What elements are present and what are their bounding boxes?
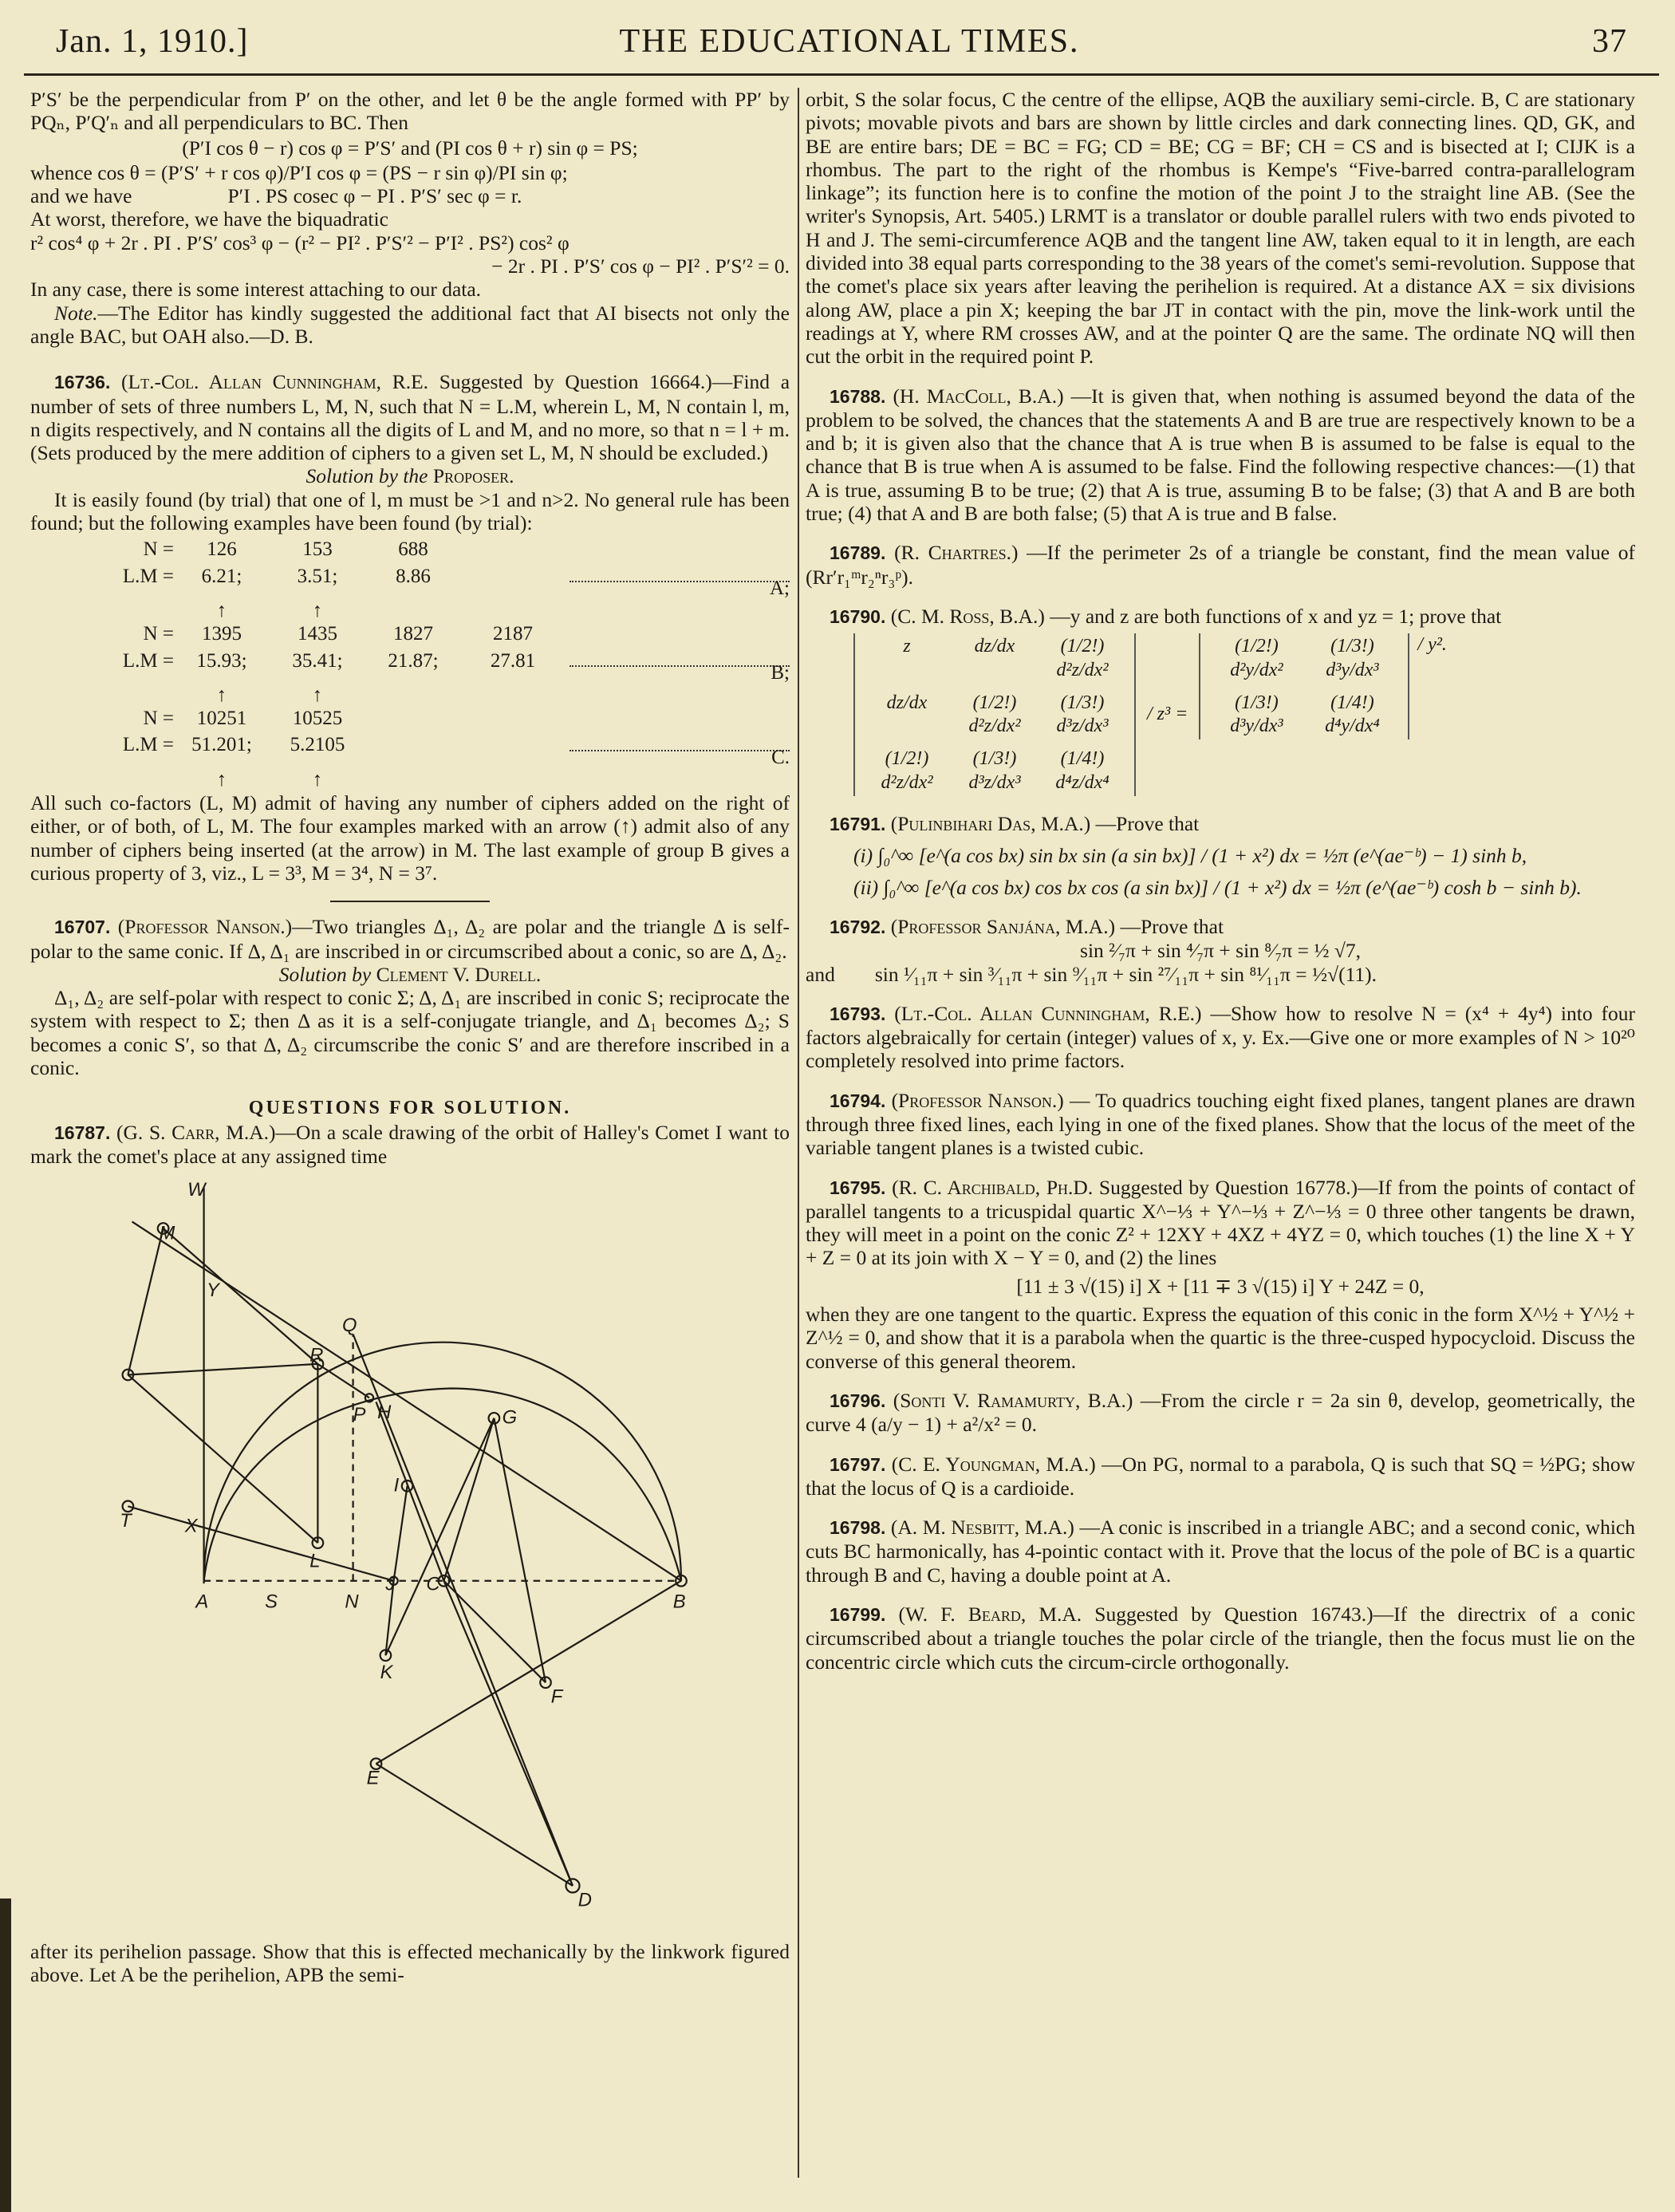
question-number: 16787. — [54, 1122, 111, 1143]
det-cell: (1/3!) d³z/dx³ — [968, 748, 1021, 793]
issue-date: Jan. 1, 1910.] — [56, 23, 249, 60]
det-cell: (1/3!) d³z/dx³ — [1056, 692, 1109, 737]
solution-label: Solution by — [278, 962, 372, 986]
question-number: 16796. — [830, 1390, 886, 1411]
question-16797 — [806, 1453, 1635, 1500]
table-cell: 1435 — [298, 623, 337, 645]
paragraph: Δ₁, Δ₂ are self-polar with respect to conic Σ; Δ, Δ₁ are inscribed in conic S; reciprocate the system with respect to Σ; then Δ as it is a self-conjugate triangle, and Δ₁ becomes Δ₂; S becomes a conic S′, so that Δ, Δ₂ circumscribe the conic S′ and are therefore inscribed in a conic. — [30, 986, 790, 1079]
question-number: 16789. — [830, 542, 886, 564]
empty-cell — [30, 688, 174, 704]
question-number: 16793. — [830, 1003, 886, 1024]
table-cell: 1827 — [393, 623, 433, 645]
question-text: Suggested by Question 16778.)—If from the points of contact of parallel tangents to a tricuspidal quartic X^−⅓ + Y^−⅓ + Z^−⅓ = 0 three other tangents be drawn, they will meet in a point on the conic Z² + 12XY + 4XZ + 4YZ = 0, which touches (1) the line X + Y + Z = 0 at its join with X − Y = 0, and (2) the lines — [806, 1175, 1635, 1270]
label-m: M — [159, 1222, 175, 1244]
question-author: (Lt.-Col. Allan Cunningham, R.E.) — [894, 1001, 1202, 1025]
empty-cell — [365, 707, 461, 730]
label-q: Q — [342, 1315, 357, 1337]
table-row — [30, 565, 790, 601]
label-b: B — [672, 1591, 686, 1613]
question-author: (Professor Sanjána, M.A.) — [890, 914, 1116, 938]
question-16787 — [30, 1121, 790, 1169]
label-p: P — [353, 1404, 366, 1426]
column-divider — [798, 88, 799, 2178]
question-number: 16799. — [830, 1604, 886, 1626]
question-author: (R. Chartres.) — [894, 541, 1019, 565]
paragraph: It is easily found (by trial) that one of l, m must be >1 and n>2. No general rule has been found; but the following examples have been found (by trial): — [30, 487, 790, 535]
equation: − 2r . PI . P′S′ cos φ − PI² . P′S′² = 0. — [491, 254, 790, 278]
question-text: —y and z are both functions of x and yz = 1; prove that — [1050, 604, 1502, 628]
right-column — [806, 88, 1635, 1674]
question-text: —Show how to resolve N = (x⁴ + 4y⁴) into four factors algebraically for certain (integer) values of x, y. Ex.—Give one or more examples of N > 10²⁰ completely resolved into prime factors. — [806, 1001, 1635, 1073]
label-j: J — [385, 1573, 396, 1595]
group-tag: C. — [771, 746, 790, 768]
question-author: (C. E. Youngman, M.A.) — [891, 1452, 1096, 1476]
question-author: (Lt.-Col. Allan Cunningham, R.E. — [121, 370, 429, 394]
arrow-row — [30, 769, 790, 791]
det-cell: (1/3!) d³y/dx³ — [1326, 636, 1379, 680]
question-text: —It is given that, when nothing is assumed beyond the data of the problem to be solved, the chances that the statements A and B are true are respectively known to be a and b; it is given also that the chance that A is true when B is assumed to be false is equal to the chance that B is true when A is assumed to be false. Find the following respective chances:—(1) that A is true, assuming B to be true; (2) that A is true, assuming B to be false; (3) that A and B are both true; (4) that A and B are both false; (5) that A is true and B false. — [806, 384, 1636, 526]
integral-equation: ∫₀^∞ [e^(a cos bx) cos bx cos (a sin bx)] / (1 + x²) dx = ½π (e^(ae⁻ᵇ) cosh b − sinh b). — [883, 875, 1582, 899]
label-y: Y — [207, 1279, 219, 1302]
question-text: —If the perimeter 2s of a triangle be constant, find the mean value of (Rr′r₁ᵐr₂ⁿr₃ᵖ). — [806, 541, 1636, 589]
paragraph: In any case, there is some interest attaching to our data. — [30, 278, 482, 302]
label-k: K — [380, 1662, 393, 1684]
integral-label: (i) — [853, 844, 873, 868]
label-r: R — [309, 1344, 324, 1366]
question-author: (W. F. Beard, M.A. — [898, 1603, 1082, 1626]
text: and — [806, 962, 835, 986]
scan-edge — [0, 1899, 11, 2212]
question-16791 — [806, 812, 1635, 836]
question-author: (Pulinbihari Das, M.A.) — [890, 812, 1091, 836]
question-number: 16792. — [830, 916, 886, 937]
paragraph — [30, 184, 790, 207]
paragraph: All such co-factors (L, M) admit of having any number of ciphers added on the right of either, or of both, of L, M. The four examples marked with an arrow (↑) admit also of any number of ciphers being inserted (at the arrow) in M. The last example of group B gives a curious property of 3, viz., L = 3³, M = 3⁴, N = 3⁷. — [30, 791, 790, 885]
det-cell: (1/2!) d²z/dx² — [968, 692, 1021, 737]
question-author: (G. S. Carr, M.A.) — [116, 1120, 276, 1144]
table-row — [30, 622, 790, 645]
det-end: / y². — [1417, 634, 1447, 656]
section-heading: QUESTIONS FOR SOLUTION. — [248, 1098, 572, 1119]
determinant-z — [853, 633, 1136, 796]
note — [30, 302, 790, 349]
solution-heading — [30, 464, 790, 487]
group-tag: B; — [770, 661, 790, 684]
solution-author: Clement V. Durell. — [376, 962, 542, 986]
question-author: (Sonti V. Ramamurty, B.A.) — [893, 1388, 1133, 1412]
question-16790 — [806, 605, 1635, 629]
arrow-marker: ↑ — [216, 600, 227, 622]
equation: P′I . PS cosec φ − PI . P′S′ sec φ = r. — [227, 184, 522, 208]
section-divider — [330, 901, 490, 902]
equation: sin ²⁄₇π + sin ⁴⁄₇π + sin ⁸⁄₇π = ½ √7, — [1080, 939, 1361, 963]
question-16736 — [30, 370, 790, 464]
paragraph: whence cos θ = (P′S′ + r cos φ)/P′I cos φ = (PS − r sin φ)/PI sin φ; — [30, 160, 568, 184]
table-cell: 27.81 — [490, 649, 536, 672]
table-cell: 10251 — [196, 708, 247, 730]
det-cell: dz/dx — [886, 692, 928, 713]
arrow-row — [30, 684, 790, 707]
label-h: H — [377, 1402, 392, 1424]
journal-title: THE EDUCATIONAL TIMES. — [619, 23, 1080, 60]
question-text: —Two triangles Δ₁, Δ₂ are polar and the triangle Δ is self-polar to the same conic. If Δ, Δ₁ are inscribed in or circumscribed about a conic, so are Δ, Δ₂. — [30, 915, 790, 963]
solution-heading — [30, 963, 790, 986]
label-d: D — [577, 1889, 592, 1911]
question-text: —From the circle r = 2a sin θ, develop, geometrically, the curve 4 (a/y − 1) + a²/x² = 0. — [806, 1388, 1636, 1437]
table-row — [30, 707, 790, 730]
question-text: —Prove that — [1095, 812, 1200, 836]
question-number: 16798. — [830, 1517, 886, 1539]
table-cell: 35.41; — [292, 649, 343, 672]
question-text: —A conic is inscribed in a triangle ABC; and a second conic, which cuts BC harmonically, has 4-pointic contact with it. Prove that the locus of the pole of BC is a quartic through B and C, having a double point at A. — [806, 1516, 1635, 1587]
row-label: L.M = — [122, 565, 174, 587]
empty-cell — [461, 733, 565, 756]
header-rule — [24, 73, 1659, 76]
group-tag: A; — [770, 577, 790, 599]
question-text: —On PG, normal to a parabola, Q is such that SQ = ½PG; show that the locus of Q is a cardioide. — [806, 1452, 1636, 1500]
arrow-marker: ↑ — [312, 769, 323, 791]
table-cell: 3.51; — [297, 565, 338, 587]
empty-cell — [30, 772, 174, 788]
question-number: 16788. — [830, 385, 886, 407]
determinant-equation — [853, 633, 1635, 796]
page-number: 37 — [1592, 23, 1627, 60]
label-e: E — [366, 1767, 380, 1789]
question-author: (C. M. Ross, B.A.) — [890, 604, 1045, 628]
linkwork-diagram — [30, 1174, 790, 1940]
table-cell: 21.87; — [388, 649, 439, 672]
paragraph: after its perihelion passage. Show that this is effected mechanically by the linkwork figured above. Let A be the perihelion, APB the semi- — [30, 1940, 790, 1987]
table-cell: 153 — [302, 538, 333, 561]
table-cell: 1395 — [202, 623, 242, 645]
question-number: 16791. — [830, 814, 886, 835]
table-row — [30, 733, 790, 769]
question-16798 — [806, 1516, 1635, 1587]
integral-equation: ∫₀^∞ [e^(a cos bx) sin bx sin (a sin bx)] / (1 + x²) dx = ½π (e^(ae⁻ᵇ) − 1) sinh b, — [877, 844, 1527, 868]
table-cell: 2187 — [493, 623, 533, 645]
arrow-marker — [461, 688, 565, 704]
question-16796 — [806, 1389, 1635, 1437]
det-middle: / z³ = — [1147, 704, 1188, 725]
question-text: —On a scale drawing of the orbit of Halley's Comet I want to mark the comet's place at any assigned time — [30, 1120, 790, 1168]
question-number: 16797. — [830, 1453, 886, 1475]
integral-block — [806, 844, 1635, 899]
empty-cell — [461, 538, 565, 561]
question-author: (H. MacColl, B.A.) — [893, 384, 1064, 408]
label-x: X — [184, 1515, 198, 1537]
table-row — [30, 649, 790, 685]
det-cell: (1/2!) d²z/dx² — [1056, 636, 1109, 680]
label-i: I — [393, 1474, 400, 1496]
question-16793 — [806, 1002, 1635, 1073]
empty-cell — [461, 565, 565, 588]
solution-author: Proposer. — [432, 464, 514, 488]
table-cell: 51.201; — [191, 734, 252, 756]
table-cell: 126 — [207, 538, 237, 561]
label-c: C — [426, 1573, 440, 1595]
row-label: N = — [143, 708, 174, 730]
arrow-marker: ↑ — [312, 684, 323, 707]
question-number: 16790. — [830, 605, 886, 627]
running-header — [56, 22, 1643, 70]
question-16789 — [806, 541, 1635, 589]
label-w: W — [187, 1179, 206, 1201]
question-list — [806, 384, 1635, 1674]
question-number: 16795. — [830, 1177, 886, 1198]
arrow-marker: ↑ — [216, 684, 227, 707]
arrow-marker — [365, 603, 461, 619]
question-author: (A. M. Nesbitt, M.A.) — [890, 1516, 1074, 1540]
table-cell: 6.21; — [201, 565, 242, 587]
label-n: N — [345, 1591, 359, 1613]
det-cell: (1/2!) d²y/dx² — [1230, 636, 1283, 680]
label-a: A — [195, 1591, 209, 1613]
table-cell: 10525 — [292, 708, 343, 730]
question-16792 — [806, 915, 1635, 939]
question-16795 — [806, 1176, 1635, 1270]
table-cell: 15.93; — [196, 649, 247, 672]
question-16788 — [806, 384, 1635, 526]
question-16707 — [30, 915, 790, 963]
examples-table — [30, 538, 790, 791]
question-number: 16736. — [54, 372, 111, 393]
det-cell: z — [903, 636, 911, 657]
paragraph: P′S′ be the perpendicular from P′ on the other, and let θ be the angle formed with PP′ by PQₙ, P′Q′ₙ and all perpendiculars to BC. Then — [30, 88, 790, 135]
text: and we have — [30, 184, 132, 208]
left-column — [30, 88, 790, 1987]
question-number: 16707. — [54, 917, 111, 938]
question-author: (Professor Nanson.) — [117, 915, 293, 939]
integral-label: (ii) — [853, 875, 879, 899]
det-cell: (1/4!) d⁴z/dx⁴ — [1055, 748, 1109, 793]
row-label: N = — [143, 623, 174, 645]
arrow-marker — [365, 688, 461, 704]
question-text: Suggested by Question 16743.)—If the directrix of a conic circumscribed about a triangle touches the polar circle of the triangle, then the focus must lie on the concentric circle which cuts the circum-circle orthogonally. — [806, 1603, 1636, 1674]
note-label: Note. — [54, 301, 98, 325]
table-cell: 8.86 — [396, 565, 431, 587]
arrow-marker: ↑ — [216, 769, 227, 791]
arrow-row — [30, 600, 790, 622]
equation: (P′I cos θ − r) cos φ = P′S′ and (PI cos θ + r) sin φ = PS; — [182, 136, 638, 160]
table-cell: 688 — [398, 538, 428, 561]
empty-cell — [461, 707, 565, 730]
empty-cell — [30, 603, 174, 619]
sine-block — [806, 939, 1635, 986]
det-cell: (1/4!) d⁴y/dx⁴ — [1325, 692, 1380, 737]
note-text: —The Editor has kindly suggested the additional fact that AI bisects not only the angle BAC, but OAH also.—D. B. — [30, 301, 790, 348]
question-author: (R. C. Archibald, Ph.D. — [892, 1175, 1094, 1199]
equation: sin ¹⁄₁₁π + sin ³⁄₁₁π + sin ⁹⁄₁₁π + sin ²⁷⁄₁₁π + sin ⁸¹⁄₁₁π = ½√(11). — [874, 962, 1377, 986]
paragraph: At worst, therefore, we have the biquadratic — [30, 207, 388, 231]
question-text: —Prove that — [1120, 914, 1224, 938]
det-cell: (1/3!) d³y/dx³ — [1230, 692, 1283, 737]
orbit-ellipse-arc — [204, 1389, 681, 1581]
paragraph: orbit, S the solar focus, C the centre of the ellipse, AQB the auxiliary semi-circle. B, C are stationary pivots; movable pivots and bars are shown by little circles and dark connecting lines. QD, GK, and BE are entire bars; DE = BC = FG; CD = BE; CG = BF; CH = CS and is bisected at I; CIJK is a rhombus. The part to the right of the rhombus is Kempe's “Five-barred contra-parallelogram linkage”; its function here is to confine the motion of the point J to the straight line AB. (See the writer's Synopsis, Art. 5405.) LRMT is a translator or double parallel rulers with two ends pivoted to H and J. The semi-circumference AQB and the tangent line AW, taken equal to it in length, are each divided into 38 equal parts corresponding to the 38 years of the comet's semi-revolution. Suppose that the comet's place six years after leaving the perihelion is required. At a distance AX = six divisions along AW, place a pin X; keeping the bar JT in contact with the pin, move the link-work until the readings at Y, where RM crosses AW, and at the pointer Q are the same. The ordinate NQ will then cut the orbit in the required point P. — [806, 88, 1635, 369]
question-text: — To quadrics touching eight fixed planes, tangent planes are drawn through three fixed lines, each lying in one of the fixed planes. Show that the locus of the meet of the variable tangent planes is a twisted cubic. — [806, 1088, 1636, 1160]
question-16794 — [806, 1089, 1635, 1160]
question-number: 16794. — [830, 1090, 886, 1111]
label-f: F — [550, 1686, 563, 1708]
det-cell: dz/dx — [974, 636, 1015, 657]
question-author: (Professor Nanson.) — [891, 1088, 1064, 1112]
question-16799 — [806, 1603, 1635, 1674]
empty-cell — [365, 733, 461, 756]
solution-label: Solution by the — [305, 464, 428, 488]
lines-block — [806, 1275, 1635, 1373]
auxiliary-semicircle — [204, 1343, 681, 1581]
paragraph: when they are one tangent to the quartic. Express the equation of this conic in the form X^½ + Y^½ + Z^½ = 0, and show that it is a parabola when the quartic is the three-cusped hypocycloid. Discuss the converse of this general theorem. — [806, 1303, 1635, 1373]
row-label: N = — [143, 538, 174, 561]
determinant-block — [806, 633, 1635, 796]
determinant-y — [1199, 633, 1409, 739]
label-t: T — [120, 1509, 132, 1532]
table-cell: 5.2105 — [290, 734, 345, 756]
det-cell: (1/2!) d²z/dx² — [881, 748, 933, 793]
table-row — [30, 538, 790, 561]
question-text: Suggested by Question 16664.)—Find a number of sets of three numbers L, M, N, such that N = L.M, wherein L, M, N contain l, m, n digits respectively, and N contains all the digits of L and M, and no more, so that n = l + m. (Sets produced by the mere addition of ciphers to a given set L, M, N should be excluded.) — [30, 370, 790, 465]
equation: r² cos⁴ φ + 2r . PI . P′S′ cos³ φ − (r² − PI² . P′S′² − P′I² . PS²) cos² φ — [30, 231, 570, 254]
equation: [11 ± 3 √(15) i] X + [11 ∓ 3 √(15) i] Y + 24Z = 0, — [1016, 1274, 1425, 1298]
label-g: G — [502, 1406, 518, 1429]
row-label: L.M = — [122, 734, 174, 756]
label-s: S — [265, 1591, 278, 1613]
label-l: L — [309, 1550, 321, 1572]
row-label: L.M = — [122, 649, 174, 672]
arrow-marker: ↑ — [312, 600, 323, 622]
